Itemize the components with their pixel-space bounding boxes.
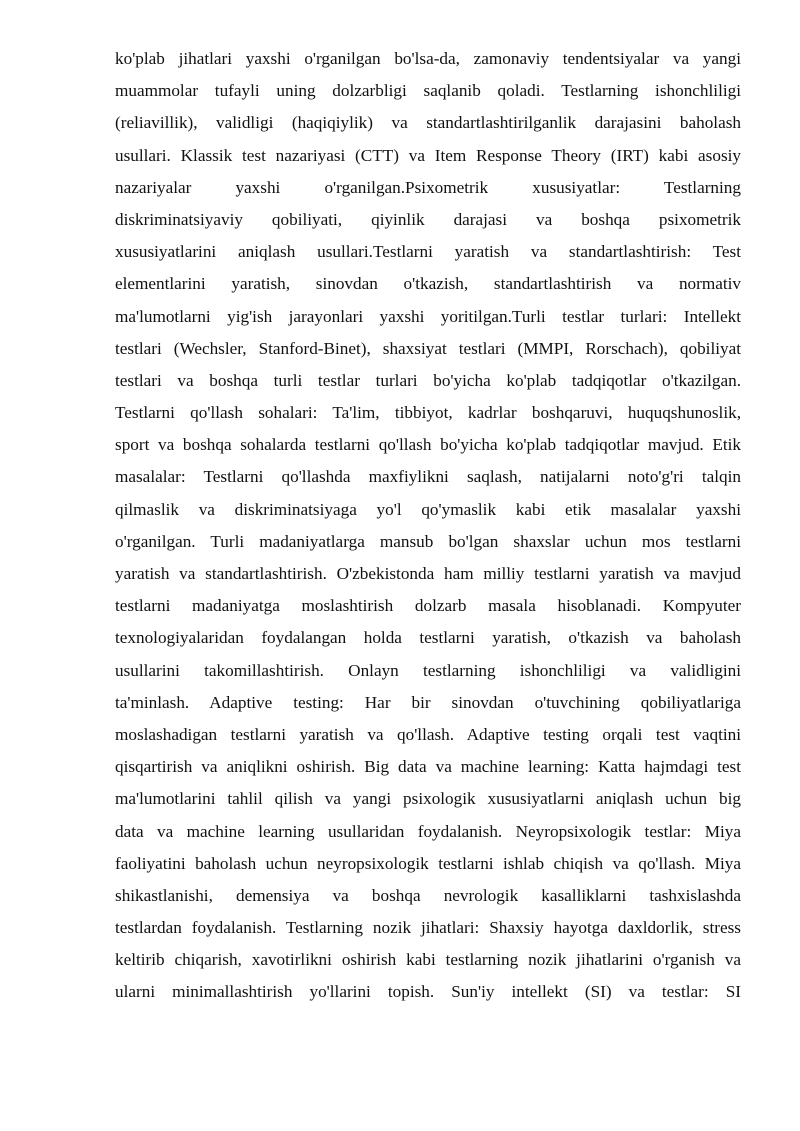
text-line: qilmaslik va diskriminatsiyaga yo'l qo'ymaslik kabi etik masalalar yaxshi (115, 499, 741, 519)
text-line: (reliavillik), validligi (haqiqiylik) va standartlashtirilganlik darajasini baholash (115, 113, 741, 133)
text-line: Testlarni qo'llash sohalari: Ta'lim, tibbiyot, kadrlar boshqaruvi, huquqshunoslik, (115, 403, 741, 423)
text-line: ma'lumotlarni yig'ish jarayonlari yaxshi yoritilgan.Turli testlar turlari: Intellekt (115, 306, 741, 326)
text-line: xususiyatlarini aniqlash usullari.Testlarni yaratish va standartlashtirish: Test (115, 242, 741, 262)
text-line: qisqartirish va aniqlikni oshirish. Big data va machine learning: Katta hajmdagi test (115, 757, 741, 777)
text-line: testlari va boshqa turli testlar turlari bo'yicha ko'plab tadqiqotlar o'tkazilgan. (115, 370, 741, 390)
text-line: ma'lumotlarini tahlil qilish va yangi psixologik xususiyatlarni aniqlash uchun big (115, 789, 741, 809)
text-line: masalalar: Testlarni qo'llashda maxfiylikni saqlash, natijalarni noto'g'ri talqin (115, 467, 741, 487)
text-line: moslashadigan testlarni yaratish va qo'llash. Adaptive testing orqali test vaqtini (115, 724, 741, 744)
text-line: ta'minlash. Adaptive testing: Har bir sinovdan o'tuvchining qobiliyatlariga (115, 692, 741, 712)
text-line: nazariyalar yaxshi o'rganilgan.Psixometrik xususiyatlar: Testlarning (115, 177, 741, 197)
text-line: faoliyatini baholash uchun neyropsixologik testlarni ishlab chiqish va qo'llash. Miya (115, 853, 741, 873)
text-line: usullari. Klassik test nazariyasi (CTT) va Item Response Theory (IRT) kabi asosiy (115, 145, 741, 165)
text-line: keltirib chiqarish, xavotirlikni oshirish kabi testlarning nozik jihatlarini o'rganish va (115, 950, 741, 970)
text-line: o'rganilgan. Turli madaniyatlarga mansub bo'lgan shaxslar uchun mos testlarni (115, 531, 741, 551)
text-line: muammolar tufayli uning dolzarbligi saqlanib qoladi. Testlarning ishonchliligi (115, 81, 741, 101)
text-line: ularni minimallashtirish yo'llarini topish. Sun'iy intellekt (SI) va testlar: SI (115, 982, 741, 1002)
text-line: testlardan foydalanish. Testlarning nozik jihatlari: Shaxsiy hayotga daxldorlik, stress (115, 918, 741, 938)
text-line: shikastlanishi, demensiya va boshqa nevrologik kasalliklarni tashxislashda (115, 885, 741, 905)
text-line: yaratish va standartlashtirish. O'zbekistonda ham milliy testlarni yaratish va mavjud (115, 564, 741, 583)
text-line: elementlarini yaratish, sinovdan o'tkazish, standartlashtirish va normativ (115, 274, 741, 294)
text-line: sport va boshqa sohalarda testlarni qo'llash bo'yicha ko'plab tadqiqotlar mavjud. Etik (115, 435, 741, 455)
text-line: testlari (Wechsler, Stanford-Binet), shaxsiyat testlari (MMPI, Rorschach), qobiliyat (115, 338, 741, 358)
text-line: ko'plab jihatlari yaxshi o'rganilgan bo'lsa-da, zamonaviy tendentsiyalar va yangi (115, 49, 741, 68)
text-line: usullarini takomillashtirish. Onlayn testlarning ishonchliligi va validligini (115, 660, 741, 680)
text-line: data va machine learning usullaridan foydalanish. Neyropsixologik testlar: Miya (115, 821, 741, 841)
body-text (115, 43, 741, 1009)
text-line: diskriminatsiyaviy qobiliyati, qiyinlik darajasi va boshqa psixometrik (115, 209, 741, 229)
text-line: texnologiyalaridan foydalangan holda testlarni yaratish, o'tkazish va baholash (115, 628, 741, 648)
text-line: testlarni madaniyatga moslashtirish dolzarb masala hisoblanadi. Kompyuter (115, 596, 741, 616)
